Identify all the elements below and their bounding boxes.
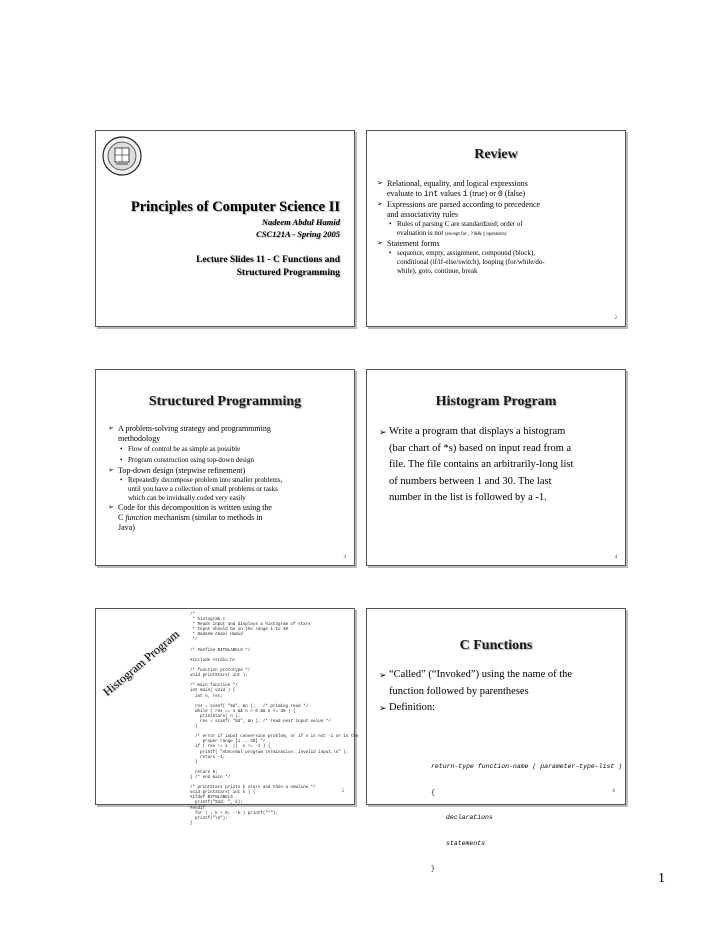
bullet-histogram-task: ➢ Write a program that displays a histogram (bar chart of *s) based on input read from a file. The file contains an arbitrarily-long list of numbers between 1 and 30. The last number in the list is followed by a -1.	[379, 424, 617, 507]
rotated-slide-title: Histogram Program	[100, 627, 182, 699]
slide-title: Review	[474, 147, 518, 162]
page-number: 1	[658, 871, 665, 886]
sub-bullet-parsing: • Rules of parsing C are standardized; order of evaluation is not (except for , ? && || operators)	[377, 220, 615, 239]
slide-4	[366, 369, 626, 566]
slide-number: 4	[614, 555, 617, 560]
bullet-function-mechanism: ➢ Code for this decomposition is written using the C function mechanism (similar to methods in Java)	[108, 503, 346, 533]
course-code: CSC121A - Spring 2005	[256, 229, 340, 239]
slide-title: Histogram Program	[435, 394, 557, 409]
slide-title: C Functions	[459, 638, 533, 653]
slide-3	[95, 369, 355, 566]
slide-1	[95, 130, 355, 327]
slide-number: 6	[612, 789, 615, 794]
sub-bullet-statement-list: • sequence, empty, assignment, compound (block), conditional (if/if-else/switch), looping (for/while/do- while), goto, continue, break	[377, 249, 615, 276]
slide-number: 3	[343, 555, 346, 560]
sub-bullet-flow: • Flow of control be as simple as possible	[108, 444, 346, 455]
lecture-subtitle-line-2: Structured Programming	[236, 268, 340, 278]
bullet-relational: ➢ Relational, equality, and logical expressions evaluate to int values 1 (true) or 0 (false)	[377, 179, 615, 200]
histogram-source-code: /* * histogram.c * Reads input and displays a histogram of stars * Input should be in the range 1 to 30 * Nadeem Abdul Hamid */ /* #define BITNLABELS */ #include <stdio.h> /* function prototype */ void printStars( int ); /* main function */ int main( void ) { int n, res; res = scanf( "%d", &n ); /* priming read */ while ( res == 1 && n > 0 && n <= 30 ) { printStars( n ); res = scanf( "%d", &n ); /* read next input value */ } /* error if input conversion problem, or if n is not -1 or in the proper range [1 .. 30] */ if ( res != 1 || n != -1 ) { printf( "Abnormal program termination: invalid input.\n" ); return -1; } return 0; } /* end main */ /* printStars prints k stars and then a newline */ void printStars( int k ) { #ifdef BITNLABELS printf("%3d: ", k); #endif for ( ; k > 0; --k ) printf("*"); printf("\n"); }	[190, 613, 359, 826]
bullet-problem-solving: ➢ A problem-solving strategy and programmming methodology	[108, 424, 346, 444]
slide-5	[95, 608, 359, 826]
slide-number: 2	[614, 316, 617, 321]
slide-2	[366, 130, 626, 327]
author-name: Nadeem Abdul Hamid	[261, 217, 340, 227]
slide-title: Structured Programming	[148, 394, 302, 409]
sub-bullet-decompose: • Repeatedly decompose problem into smaller problems, until you have a collection of small problems or tasks which can be invidually coded very easily	[108, 476, 346, 503]
sub-bullet-construction: • Program construction using top-down design	[108, 455, 346, 466]
bullet-precedence: ➢ Expressions are parsed according to precedence and associativity rules	[377, 200, 615, 220]
bullet-called: ➢ “Called” (“Invoked”) using the name of the function followed by parentheses	[379, 667, 617, 700]
bullet-definition: ➢ Definition:	[379, 700, 617, 717]
college-seal-icon	[102, 136, 142, 176]
course-title: Principles of Computer Science II	[130, 199, 340, 215]
slide-number: 5	[341, 789, 344, 794]
function-definition-syntax: return-type function-name ( parameter-type-list ) { declarations statements }	[431, 763, 623, 872]
slide-6	[366, 608, 626, 872]
bullet-statement-forms: ➢ Statement forms	[377, 239, 615, 249]
bullet-top-down: ➢ Top-down design (stepwise refinement)	[108, 466, 346, 476]
lecture-subtitle-line-1: Lecture Slides 11 - C Functions and	[196, 255, 340, 265]
